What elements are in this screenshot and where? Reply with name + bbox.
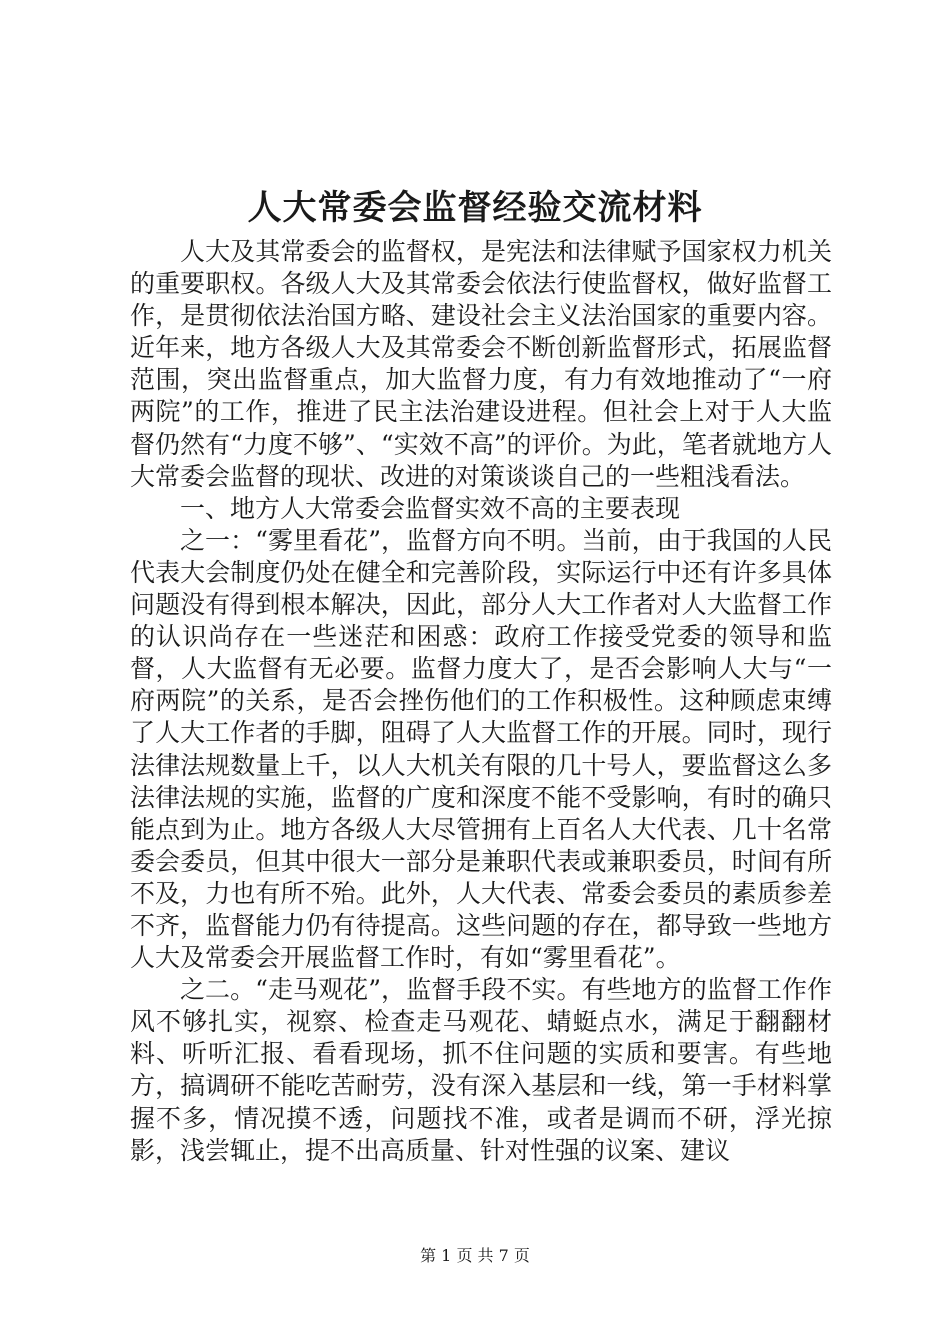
document-title: 人大常委会监督经验交流材料 bbox=[247, 188, 703, 228]
section-heading: 一、地方人大常委会监督实效不高的主要表现 bbox=[180, 493, 681, 523]
paragraph-point-two: 之二。“走马观花”，监督手段不实。有些地方的监督工作作风不够扎实，视察、检查走马观花、蜻蜓点水，满足于翻翻材料、听听汇报、看看现场，抓不住问题的实质和要害。有些地方，搞调研不能吃苦耐劳，没有深入基层和一线，第一手材料掌握不多，情况摸不透，问题找不准，或者是调而不研，浮光掠影，浅尝辄止，提不出高质量、针对性强的议案、建议 bbox=[130, 975, 832, 1165]
paragraph-intro: 人大及其常委会的监督权，是宪法和法律赋予国家权力机关的重要职权。各级人大及其常委会依法行使监督权，做好监督工作，是贯彻依法治国方略、建设社会主义法治国家的重要内容。近年来，地方各级人大及其常委会不断创新监督形式，拓展监督范围，突出监督重点，加大监督力度，有力有效地推动了“一府两院”的工作，推进了民主法治建设进程。但社会上对于人大监督仍然有“力度不够”、“实效不高”的评价。为此，笔者就地方人大常委会监督的现状、改进的对策谈谈自己的一些粗浅看法。 bbox=[130, 237, 832, 491]
paragraph-point-one: 之一：“雾里看花”，监督方向不明。当前，由于我国的人民代表大会制度仍处在健全和完善阶段，实际运行中还有许多具体问题没有得到根本解决，因此，部分人大工作者对人大监督工作的认识尚存在一些迷茫和困惑：政府工作接受党委的领导和监督，人大监督有无必要。监督力度大了，是否会影响人大与“一府两院”的关系，是否会挫伤他们的工作积极性。这种顾虑束缚了人大工作者的手脚，阻碍了人大监督工作的开展。同时，现行法律法规数量上千，以人大机关有限的几十号人，要监督这么多法律法规的实施，监督的广度和深度不能不受影响，有时的确只能点到为止。地方各级人大尽管拥有上百名人大代表、几十名常委会委员，但其中很大一部分是兼职代表或兼职委员，时间有所不及，力也有所不殆。此外，人大代表、常委会委员的素质参差不齐，监督能力仍有待提高。这些问题的存在，都导致一些地方人大及常委会开展监督工作时，有如“雾里看花”。 bbox=[130, 525, 832, 973]
page-number-footer: 第 1 页 共 7 页 bbox=[420, 1246, 530, 1265]
document-body bbox=[130, 236, 832, 1167]
